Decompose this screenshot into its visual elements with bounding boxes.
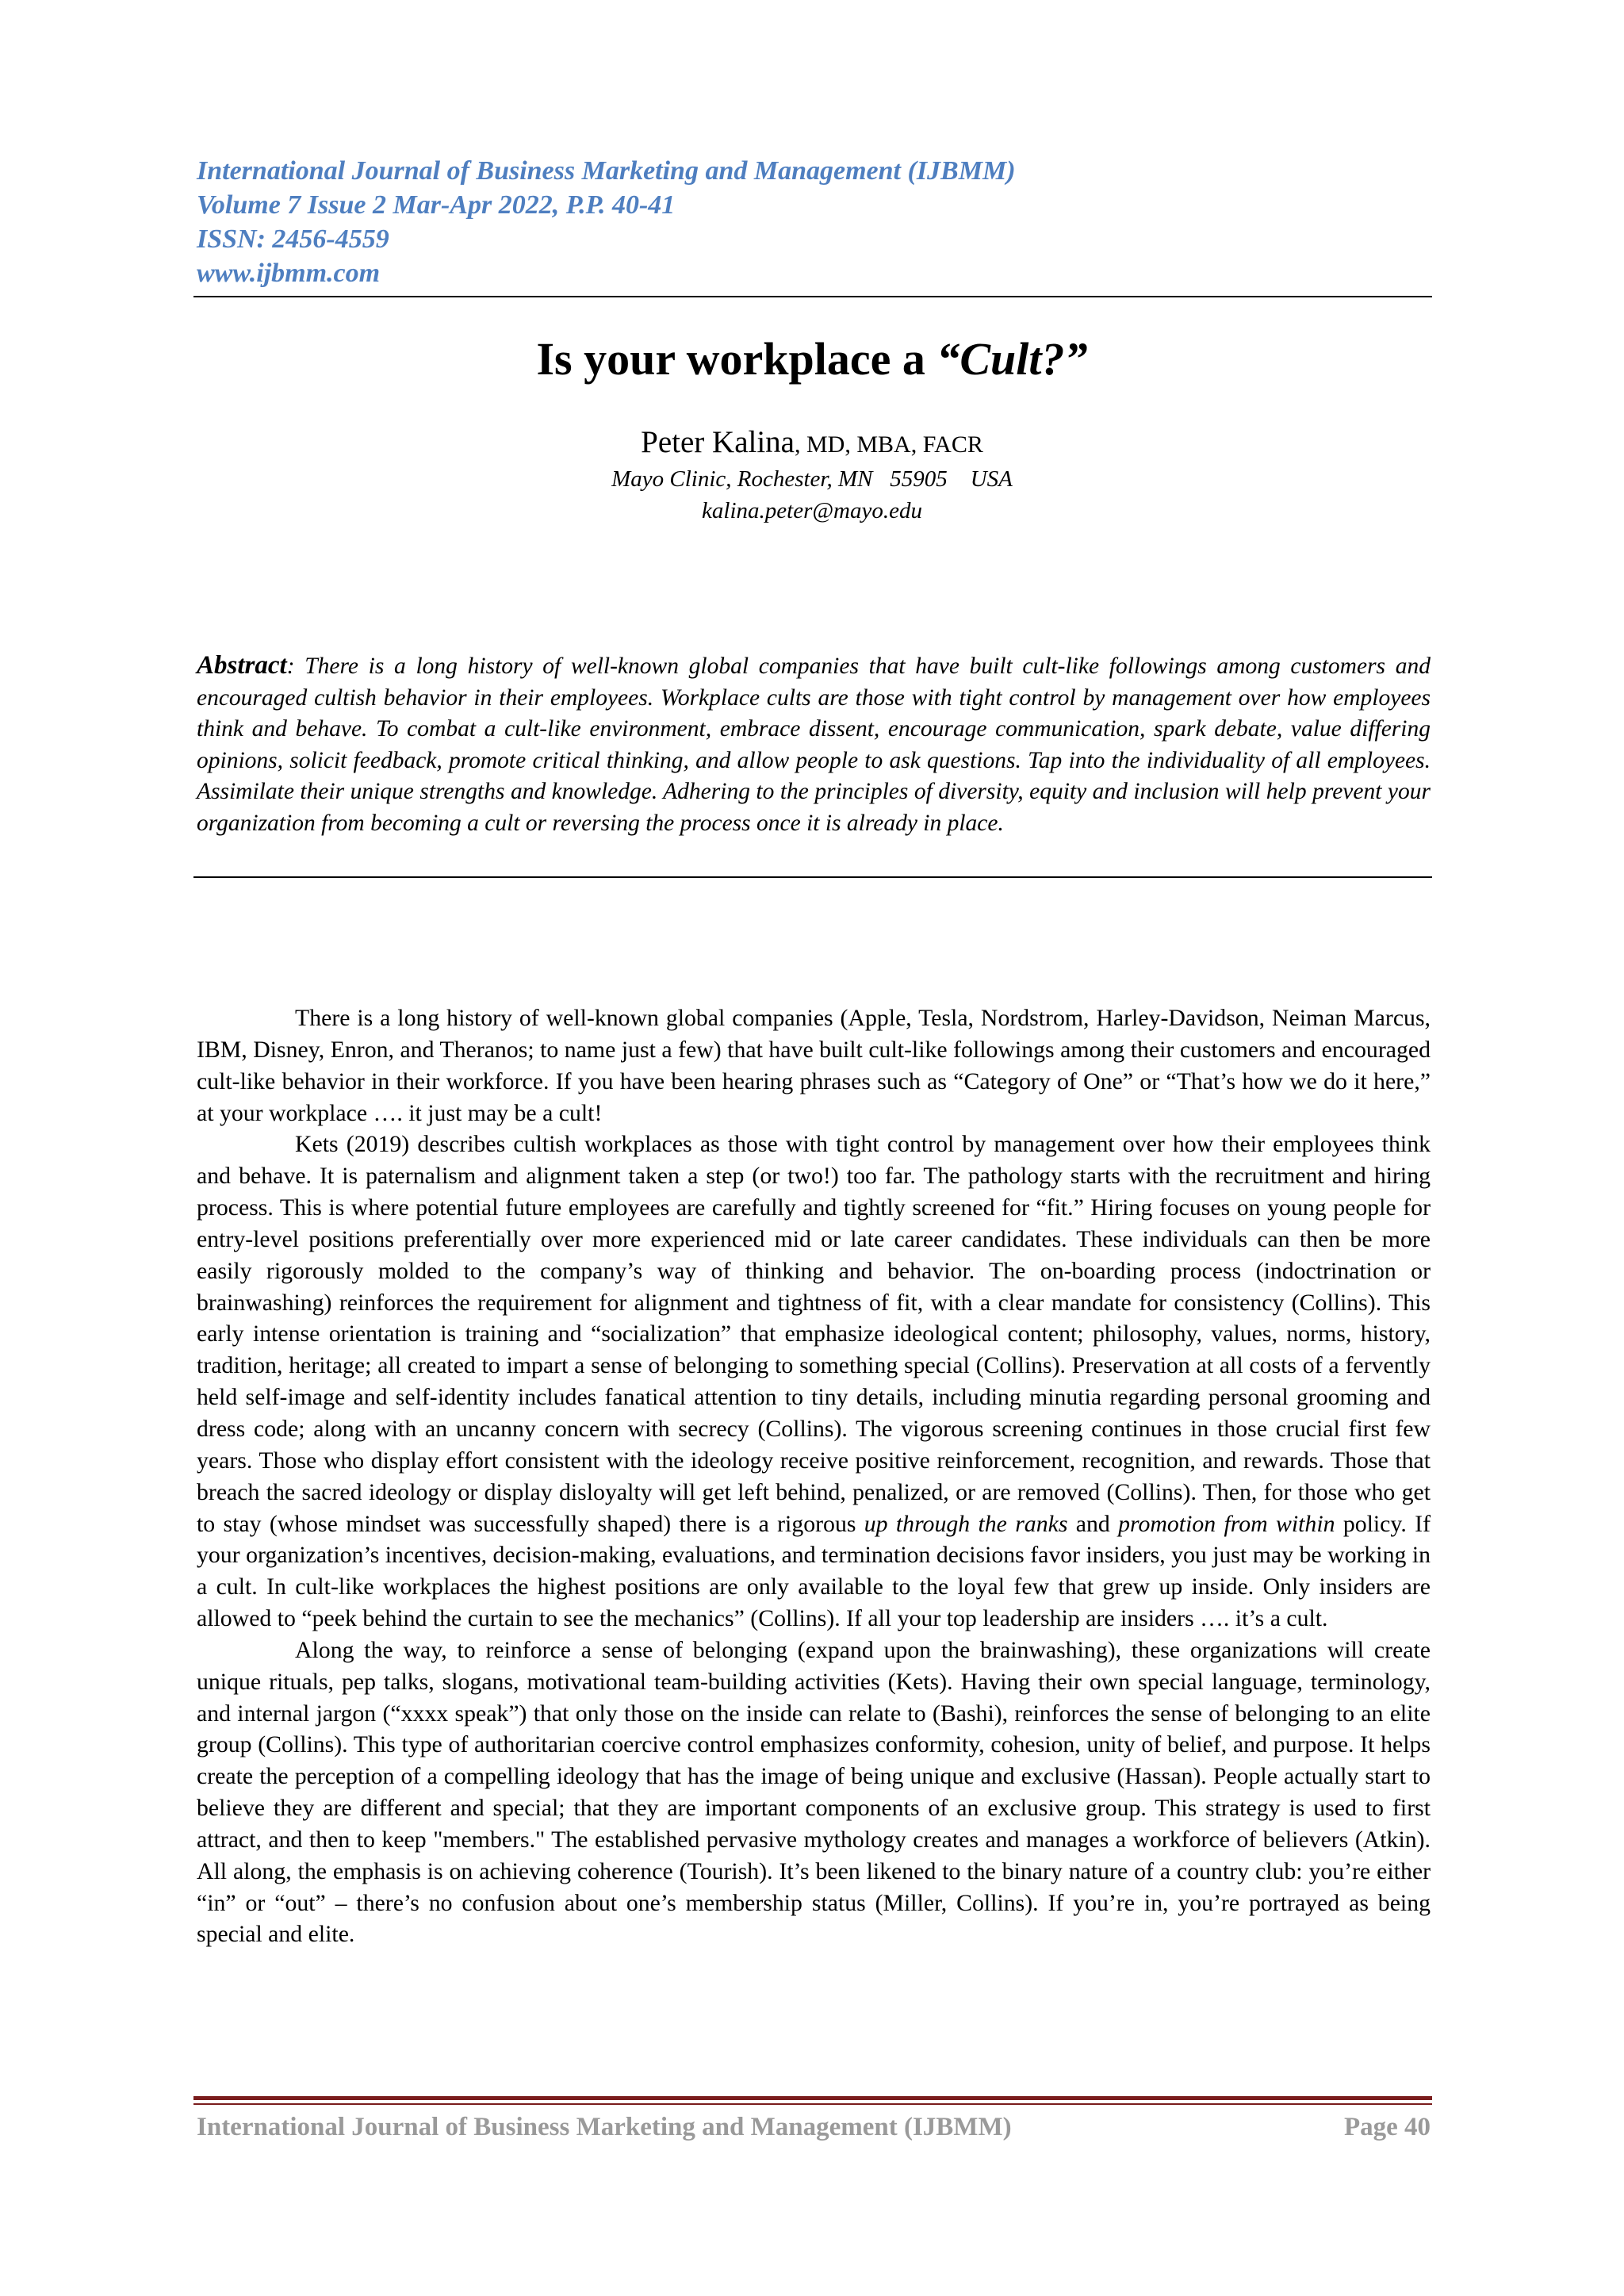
abstract-text: : There is a long history of well-known global companies that have built cult-like followings among customers and encouraged cultish behavior in their employees. Workplace cults are those with tight control by management over how employees think and behave. To combat a cult-like environment, embrace dissent, encourage communication, spark debate, value differing opinions, solicit feedback, promote critical thinking, and allow people to ask questions. Tap into the individuality of all employees. Assimilate their unique strengths and knowledge. Adhering to the principles of diversity, equity and inclusion will help prevent your organization from becoming a cult or reversing the process once it is already in place. — [197, 654, 1431, 836]
journal-website[interactable]: www.ijbmm.com — [197, 259, 381, 288]
footer-journal: International Journal of Business Marketing and Management (IJBMM) — [197, 2113, 1012, 2141]
journal-volume: Volume 7 Issue 2 Mar-Apr 2022, P.P. 40-41 — [197, 190, 676, 220]
author-email[interactable]: kalina.peter@mayo.edu — [702, 498, 922, 523]
footer-rule-thin — [193, 2103, 1432, 2105]
journal-name: International Journal of Business Marketing and Management (IJBMM) — [197, 156, 1016, 186]
author-name: Peter Kalina — [641, 425, 795, 459]
article-title — [0, 332, 1624, 387]
body-paragraph-3: Along the way, to reinforce a sense of belonging (expand upon the brainwashing), these organizations will create unique rituals, pep talks, slogans, motivational team-building activities (Kets). Having their own special language, terminology, and internal jargon (“xxxx speak”) that only those on the inside can relate to (Bashi), reinforces the sense of belonging to an elite group (Collins). This type of authoritarian coercive control emphasizes conformity, cohesion, unity of belief, and purpose. It helps create the perception of a compelling ideology that has the image of being unique and exclusive (Hassan). People actually start to believe they are different and special; that they are important components of an exclusive group. This strategy is used to first attract, and then to keep "members." The established pervasive mythology creates and manages a workforce of believers (Atkin). All along, the emphasis is on achieving coherence (Tourish). It’s been likened to the binary nature of a country club: you’re either “in” or “out” – there’s no confusion about one’s membership status (Miller, Collins). If you’re in, you’re portrayed as being special and elite. — [197, 1636, 1431, 1948]
abstract-label: Abstract — [197, 651, 287, 680]
footer-rule-thick — [193, 2096, 1432, 2100]
author-credentials: , MD, MBA, FACR — [795, 431, 983, 458]
author-line — [0, 424, 1624, 464]
body-paragraph-2-emphasis-1: up through the ranks — [864, 1510, 1068, 1537]
header-divider — [193, 296, 1432, 297]
article-title-main: Is your workplace a — [536, 333, 937, 385]
author-affiliation: Mayo Clinic, Rochester, MN 55905 USA — [611, 466, 1013, 492]
body-paragraph-2-part-a: Kets (2019) describes cultish workplaces as those with tight control by management over how their employees think and behave. It is paternalism and alignment taken a step (or two!) too far. The pathology starts with the recruitment and hiring process. This is where potential future employees are carefully and tightly screened for “fit.” Hiring focuses on young people for entry-level positions preferentially over more experienced mid or late career candidates. These individuals can then be more easily rigorously molded to the company’s way of thinking and behavior. The on-boarding process (indoctrination or brainwashing) reinforces the requirement for alignment and tightness of fit, with a clear mandate for consistency (Collins). This early intense orientation is training and “socialization” that emphasize ideological content; philosophy, values, norms, history, tradition, heritage; all created to impart a sense of belonging to something special (Collins). Preservation at all costs of a fervently held self-image and self-identity includes fanatical attention to tiny details, including minutia regarding personal grooming and dress code; along with an uncanny concern with secrecy (Collins). The vigorous screening continues in those crucial first few years. Those who display effort consistent with the ideology receive positive reinforcement, recognition, and rewards. Those that breach the sacred ideology or display disloyalty will get left behind, penalized, or are removed (Collins). Then, for those who get to stay (whose mindset was successfully shaped) there is a rigorous — [197, 1131, 1431, 1537]
body-paragraph-2 — [197, 1129, 1431, 1635]
abstract-divider — [193, 876, 1432, 878]
body-paragraph-2-part-b: and — [1067, 1510, 1119, 1537]
article-body — [197, 1002, 1431, 1950]
article-title-quoted: “Cult?” — [936, 333, 1088, 385]
abstract — [197, 650, 1431, 840]
journal-header — [197, 154, 1434, 290]
footer-page-number: Page 40 — [1343, 2113, 1431, 2141]
body-paragraph-1: There is a long history of well-known global companies (Apple, Tesla, Nordstrom, Harley-Davidson, Neiman Marcus, IBM, Disney, Enron, and Theranos; to name just a few) that have built cult-like followings among their customers and encouraged cult-like behavior in their workforce. If you have been hearing phrases such as “Category of One” or “That’s how we do it here,” at your workplace …. it just may be a cult! — [197, 1005, 1431, 1126]
author-affiliation-block — [0, 463, 1624, 527]
journal-issn: ISSN: 2456-4559 — [197, 224, 389, 254]
body-paragraph-2-emphasis-2: promotion from within — [1118, 1510, 1335, 1537]
body-paragraph-2-part-c: policy. If your organization’s incentives, decision-making, evaluations, and termination decisions favor insiders, you just may be working in a cult. In cult-like workplaces the highest positions are only available to the loyal few that grew up inside. Only insiders are allowed to “peek behind the curtain to see the mechanics” (Collins). If all your top leadership are insiders …. it’s a cult. — [197, 1510, 1431, 1632]
